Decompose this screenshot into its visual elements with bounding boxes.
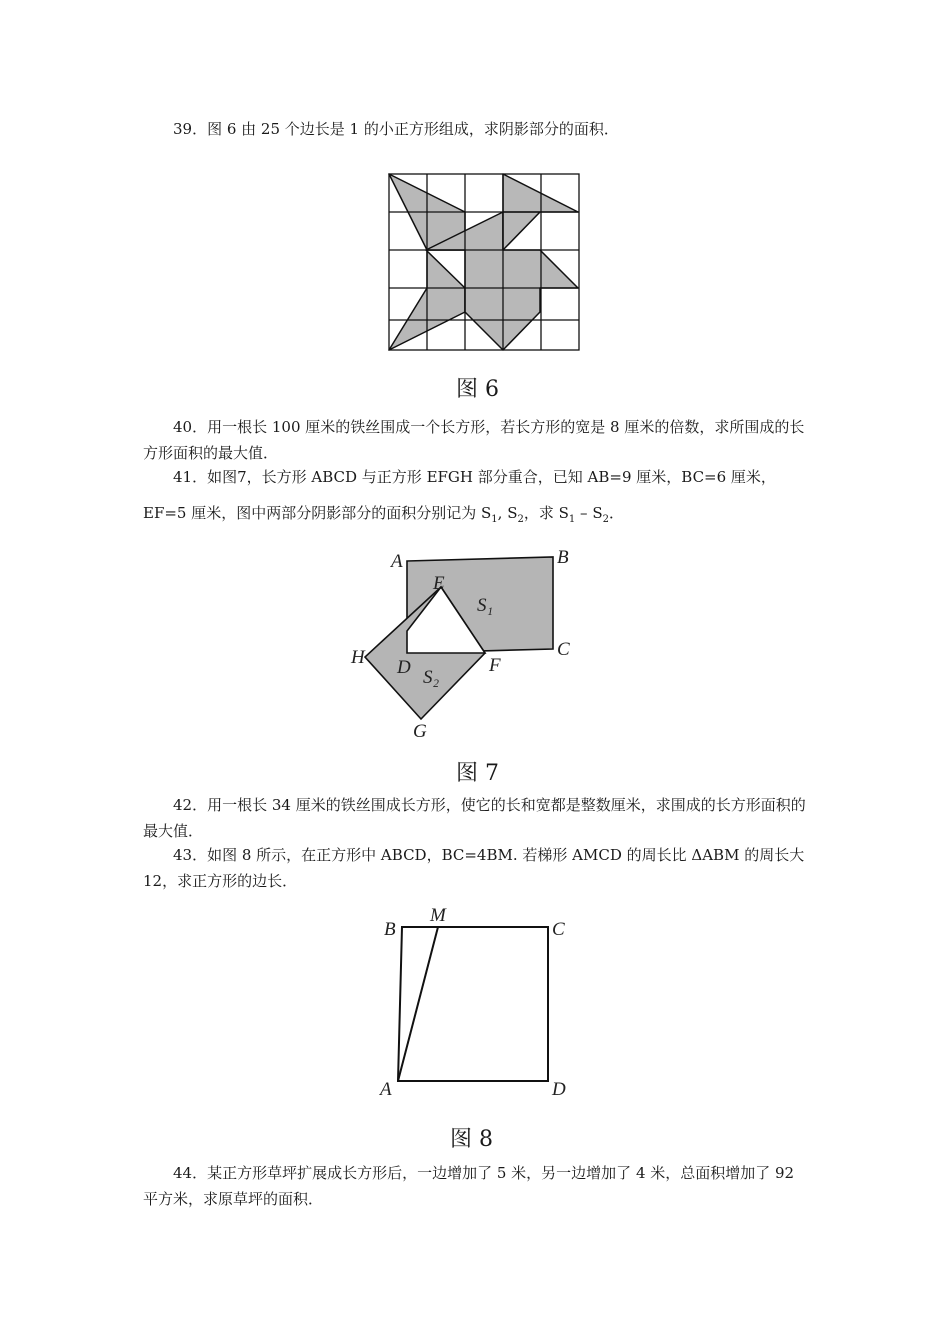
- figure-6-grid: [385, 170, 585, 355]
- fig7-label-h: H: [351, 647, 365, 668]
- figure-7-caption: 图 7: [456, 761, 499, 786]
- fig7-label-e: E: [433, 573, 445, 594]
- question-41-line1: 41．如图7，长方形 ABCD 与正方形 EFGH 部分重合，已知 AB=9 厘米，BC=6 厘米，: [173, 468, 776, 486]
- fig8-label-m: M: [430, 905, 446, 926]
- question-40: 40．用一根长 100 厘米的铁丝围成一个长方形，若长方形的宽是 8 厘米的倍数，求所围成的长方形面积的最大值．: [143, 418, 805, 462]
- fig7-label-g: G: [413, 721, 427, 742]
- question-42: 42．用一根长 34 厘米的铁丝围成长方形，使它的长和宽都是整数厘米，求围成的长方形面积的最大值．: [143, 796, 806, 840]
- question-41-line2: EF=5 厘米，图中两部分阴影部分的面积分别记为 $S_1$, $S_2$，求 $S_1 - S_2$．: [143, 504, 624, 525]
- question-43: 43．如图 8 所示，在正方形中 ABCD，BC=4BM. 若梯形 AMCD 的周长比 ΔABM 的周长大 12，求正方形的边长．: [143, 846, 805, 890]
- figure-7: [345, 545, 585, 745]
- fig8-label-c: C: [552, 919, 565, 940]
- question-39: 39．图 6 由 25 个边长是 1 的小正方形组成，求阴影部分的面积．: [173, 120, 619, 138]
- fig8-label-d: D: [552, 1079, 566, 1100]
- fig7-label-s2: S₂: [423, 667, 440, 688]
- fig7-label-s1: S₁: [477, 595, 494, 616]
- question-44: 44．某正方形草坪扩展成长方形后，一边增加了 5 米，另一边增加了 4 米，总面积增加了 92 平方米，求原草坪的面积．: [143, 1164, 795, 1208]
- fig8-label-a: A: [380, 1079, 392, 1100]
- fig7-label-d: D: [397, 657, 411, 678]
- fig7-label-f: F: [489, 655, 501, 676]
- figure-6-caption: 图 6: [456, 377, 499, 402]
- fig7-label-c: C: [557, 639, 570, 660]
- fig7-label-b: B: [557, 547, 569, 568]
- figure-8-caption: 图 8: [450, 1127, 493, 1152]
- fig8-label-b: B: [384, 919, 396, 940]
- fig8-square-abcd: [398, 927, 548, 1081]
- fig7-label-a: A: [391, 551, 403, 572]
- figure-8: [380, 905, 590, 1100]
- fig8-segment-am: [398, 927, 438, 1081]
